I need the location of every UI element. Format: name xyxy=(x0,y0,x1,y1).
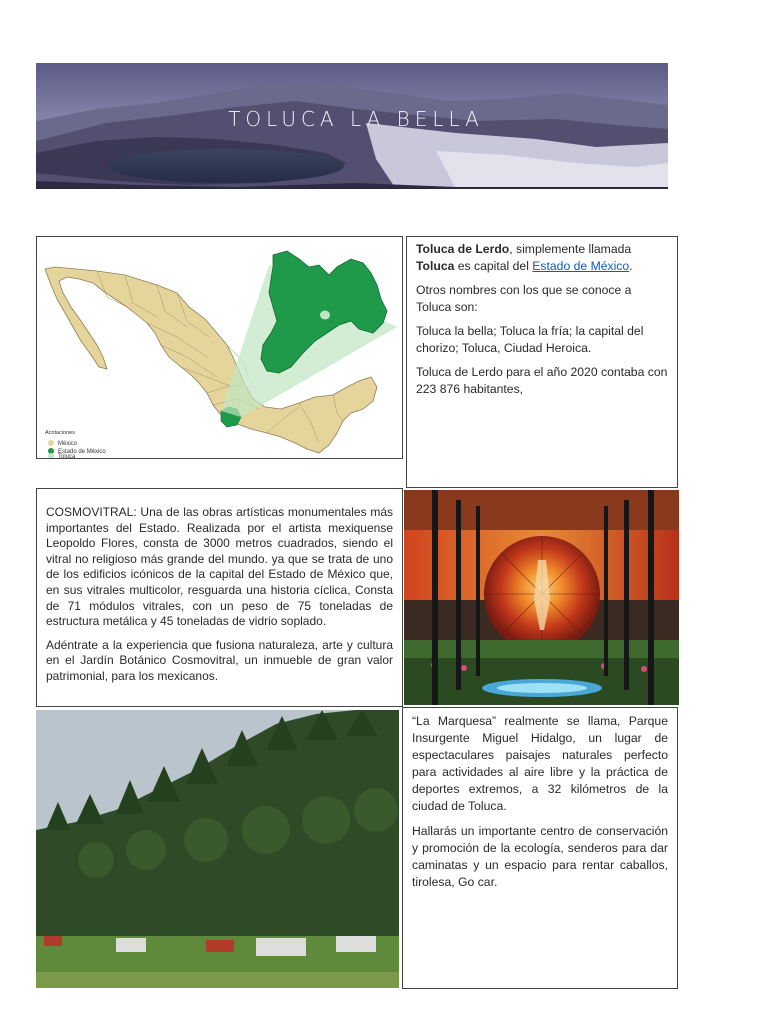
intro-paragraph-4: Toluca de Lerdo para el año 2020 contaba con 223 876 habitantes, xyxy=(416,365,668,396)
intro-text-end: . xyxy=(629,258,633,273)
forest-image xyxy=(36,710,399,988)
intro-bold-toluca-de-lerdo: Toluca de Lerdo xyxy=(416,242,510,256)
legend-heading: Acotaciones xyxy=(45,430,75,436)
intro-paragraph-3: Toluca la bella; Toluca la fría; la capital del chorizo; Toluca, Ciudad Heroica. xyxy=(416,324,644,355)
marquesa-paragraph-2: Hallarás un importante centro de conservación y promoción de la ecología, senderos para dar caminatas y un espacio para rentar caballos, tirolesa, Go car. xyxy=(412,824,668,889)
cosmovitral-panel xyxy=(36,488,403,707)
intro-text-1: , simplemente llamada xyxy=(509,242,632,256)
map-panel xyxy=(36,236,403,459)
intro-text-2: es capital del xyxy=(454,258,533,273)
marquesa-paragraph-1: “La Marquesa” realmente se llama, Parque Insurgente Miguel Hidalgo, un lugar de espectaculares paisajes naturales perfecto para actividades al aire libre y la práctica de deportes extremos, a 32 kilómetros de la ciudad de Toluca. xyxy=(412,714,668,813)
intro-paragraph-2: Otros nombres con los que se conoce a Toluca son: xyxy=(416,283,632,314)
marquesa-photo xyxy=(36,710,399,988)
cosmovitral-paragraph-1: COSMOVITRAL: Una de las obras artísticas monumentales más importantes del Estado. Realizada por el artista mexiquense Leopoldo Flores, consta de 3000 metros cuadrados, siendo el vitral no religioso más grande del mundo. ya que se trata de uno de los edificios icónicos de la capital del Estado de México que, en sus vitrales multicolor, resguarda una historia cíclica, Consta de 71 módulos vitrales, con un peso de 75 toneladas de estructura metálica y 45 toneladas de vidrio soplado. xyxy=(46,505,393,629)
banner xyxy=(36,63,668,189)
map-legend xyxy=(45,430,106,458)
legend-item-mexico: México xyxy=(58,441,78,447)
cosmovitral-paragraph-2: Adéntrate a la experiencia que fusiona naturaleza, arte y cultura en el Jardín Botánico Cosmovitral, un inmueble de gran valor patrimonial, para los mexicanos. xyxy=(46,637,393,683)
legend-item-estado-de-mexico: Estado de México xyxy=(58,449,106,455)
marquesa-panel xyxy=(402,707,678,989)
intro-paragraph-1 xyxy=(416,241,668,274)
mexico-map xyxy=(37,237,402,458)
estado-de-mexico-link[interactable]: Estado de México xyxy=(532,258,630,273)
banner-title: TOLUCA LA BELLA xyxy=(228,107,484,131)
stained-glass-image xyxy=(404,490,679,705)
toluca-marker-shape xyxy=(320,311,330,320)
legend-item-toluca: Toluca xyxy=(58,454,76,458)
intro-bold-toluca: Toluca xyxy=(416,258,455,273)
cosmovitral-photo xyxy=(404,490,679,705)
intro-panel xyxy=(406,236,678,488)
